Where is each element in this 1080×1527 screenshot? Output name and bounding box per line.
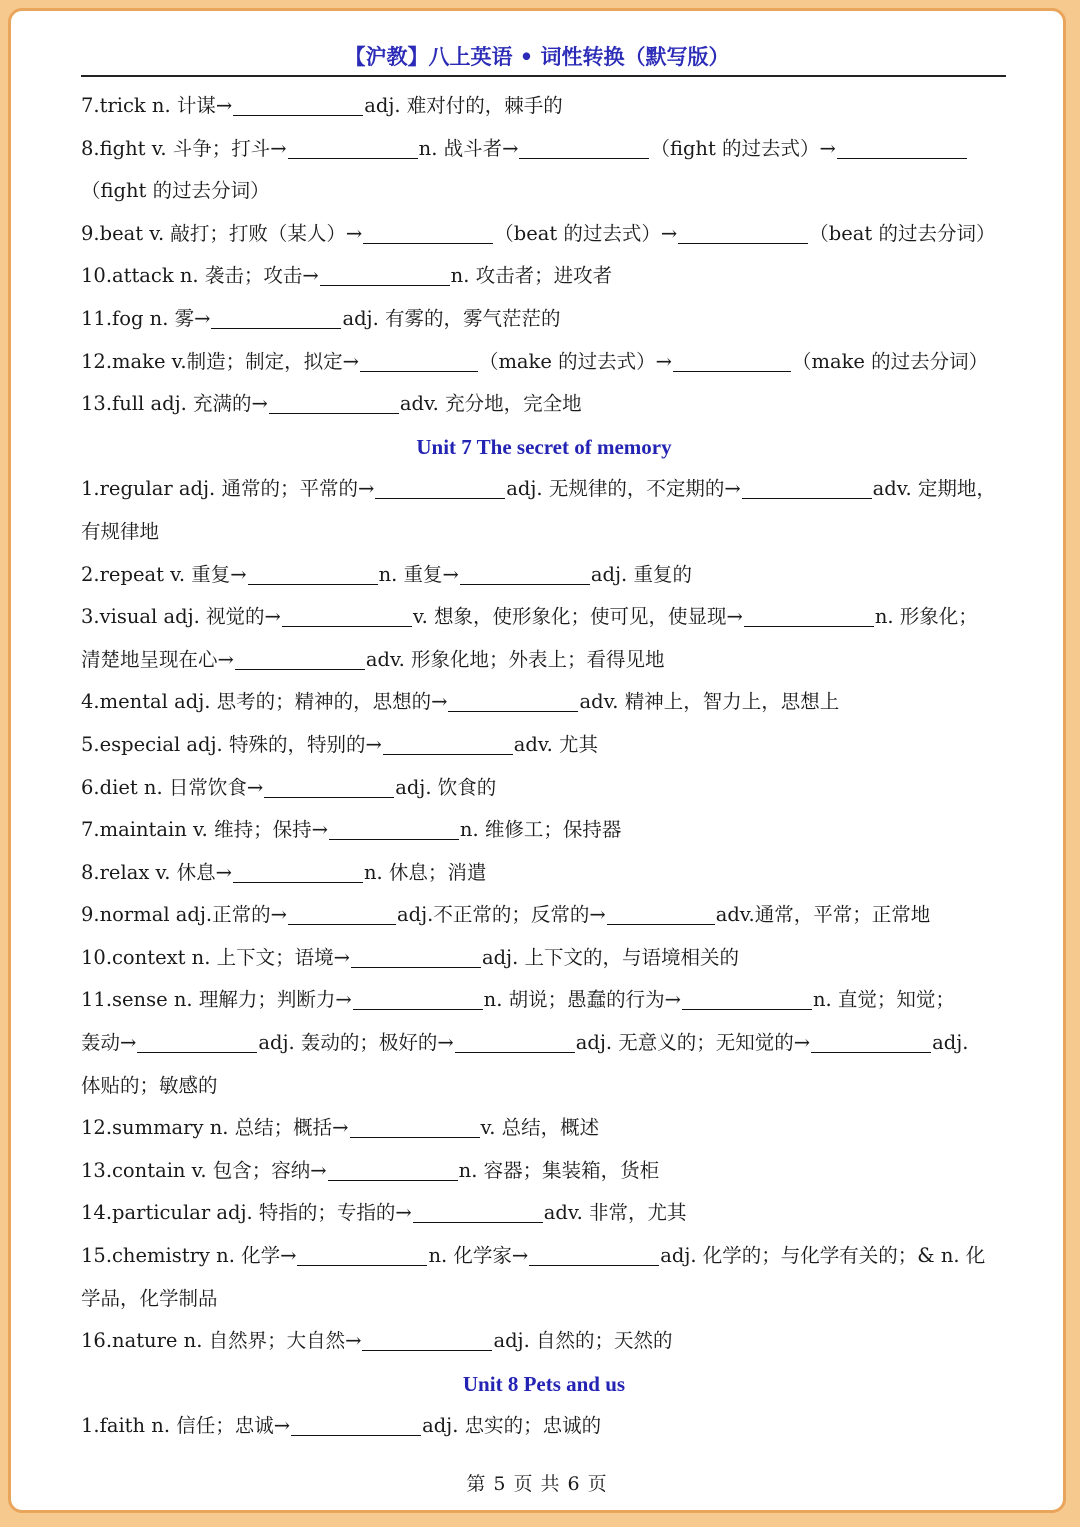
answer-blank[interactable] xyxy=(320,263,450,286)
exercise-line xyxy=(81,852,1007,895)
answer-blank[interactable] xyxy=(460,562,590,585)
answer-blank[interactable] xyxy=(328,1158,458,1181)
prompt-text: 2.repeat v. 重复→ xyxy=(81,562,247,586)
answer-blank[interactable] xyxy=(233,860,363,883)
prompt-text: n. 战斗者→ xyxy=(418,136,519,160)
prompt-text: n. 胡说；愚蠢的行为→ xyxy=(483,988,681,1012)
exercise-list xyxy=(81,85,1007,1448)
prompt-text: 7.maintain v. 维持；保持→ xyxy=(81,818,328,842)
prompt-text: n. 重复→ xyxy=(378,562,459,586)
unit-7-heading: Unit 7 The secret of memory xyxy=(416,434,672,459)
prompt-text: adj. 重复的 xyxy=(590,562,692,586)
exercise-line xyxy=(81,1022,1007,1065)
answer-blank[interactable] xyxy=(811,1030,931,1053)
page-number-footer: 第 5 页 共 6 页 xyxy=(466,1473,608,1495)
prompt-text: （make 的过去式）→ xyxy=(478,349,672,373)
prompt-text: （beat 的过去分词） xyxy=(809,221,996,245)
answer-blank[interactable] xyxy=(607,902,715,925)
exercise-line xyxy=(81,1320,1007,1363)
prompt-text: adj. 忠实的；忠诚的 xyxy=(422,1414,602,1438)
prompt-text: 3.visual adj. 视觉的→ xyxy=(81,605,281,629)
prompt-text: n. 形象化； xyxy=(874,605,978,629)
answer-blank[interactable] xyxy=(288,136,418,159)
answer-blank[interactable] xyxy=(837,136,967,159)
prompt-text: 7.trick n. 计谋→ xyxy=(81,94,233,117)
prompt-text: 13.contain v. 包含；容纳→ xyxy=(81,1158,327,1182)
prompt-text: 学品，化学制品 xyxy=(81,1286,218,1310)
prompt-text: 10.attack n. 袭击；攻击→ xyxy=(81,264,319,288)
prompt-text: 13.full adj. 充满的→ xyxy=(81,392,268,416)
exercise-line xyxy=(81,1150,1007,1193)
answer-blank[interactable] xyxy=(363,221,493,244)
prompt-text: adj. 无规律的，不定期的→ xyxy=(506,477,741,501)
answer-blank[interactable] xyxy=(383,732,513,755)
exercise-line xyxy=(81,383,1007,426)
exercise-line xyxy=(81,1065,1007,1108)
answer-blank[interactable] xyxy=(248,562,378,585)
exercise-line xyxy=(81,213,1007,256)
exercise-line xyxy=(81,681,1007,724)
answer-blank[interactable] xyxy=(362,1328,492,1351)
exercise-line xyxy=(81,937,1007,980)
answer-blank[interactable] xyxy=(288,902,396,925)
prompt-text: （make 的过去分词） xyxy=(791,349,989,373)
answer-blank[interactable] xyxy=(678,221,808,244)
prompt-text: 1.faith n. 信任；忠诚→ xyxy=(81,1414,291,1438)
prompt-text: 清楚地呈现在心→ xyxy=(81,647,234,671)
prompt-text: v. 总结，概述 xyxy=(480,1116,600,1140)
header-divider xyxy=(81,75,1006,77)
exercise-line xyxy=(81,639,1007,682)
prompt-text: 12.make v.制造；制定，拟定→ xyxy=(81,349,359,373)
prompt-text: adj. 有雾的，雾气茫茫的 xyxy=(342,306,561,330)
prompt-text: adj. 自然的；天然的 xyxy=(493,1329,673,1353)
prompt-text: 1.regular adj. 通常的；平常的→ xyxy=(81,477,375,501)
answer-blank[interactable] xyxy=(519,136,649,159)
prompt-text: adj. 无意义的；无知觉的→ xyxy=(575,1031,811,1055)
prompt-text: adv. 尤其 xyxy=(513,732,599,756)
exercise-line xyxy=(81,979,1007,1022)
exercise-line xyxy=(81,724,1007,767)
answer-blank[interactable] xyxy=(375,476,505,499)
answer-blank[interactable] xyxy=(351,945,481,968)
exercise-line xyxy=(81,298,1007,341)
answer-blank[interactable] xyxy=(297,1243,427,1266)
prompt-text: 12.summary n. 总结；概括→ xyxy=(81,1116,349,1140)
prompt-text: 9.normal adj.正常的→ xyxy=(81,903,287,927)
prompt-text: 14.particular adj. 特指的；专指的→ xyxy=(81,1201,412,1225)
prompt-text: （fight 的过去式）→ xyxy=(650,136,836,160)
answer-blank[interactable] xyxy=(269,391,399,414)
answer-blank[interactable] xyxy=(455,1030,575,1053)
exercise-line xyxy=(81,809,1007,852)
answer-blank[interactable] xyxy=(235,647,365,670)
prompt-text: 10.context n. 上下文；语境→ xyxy=(81,945,350,969)
exercise-line xyxy=(81,894,1007,937)
prompt-text: adj. 饮食的 xyxy=(395,775,497,799)
prompt-text: 9.beat v. 敲打；打败（某人）→ xyxy=(81,221,363,245)
exercise-line xyxy=(81,1278,1007,1321)
answer-blank[interactable] xyxy=(673,349,791,372)
exercise-line xyxy=(81,128,1007,171)
exercise-line xyxy=(81,1192,1007,1235)
exercise-line xyxy=(81,1405,1007,1448)
answer-blank[interactable] xyxy=(264,775,394,798)
prompt-text: 11.fog n. 雾→ xyxy=(81,306,211,330)
exercise-line xyxy=(81,85,1007,128)
exercise-line xyxy=(81,255,1007,298)
answer-blank[interactable] xyxy=(137,1030,257,1053)
worksheet-page xyxy=(8,8,1066,1513)
exercise-line xyxy=(81,511,1007,554)
prompt-text: 6.diet n. 日常饮食→ xyxy=(81,775,264,799)
prompt-text: 16.nature n. 自然界；大自然→ xyxy=(81,1329,362,1353)
exercise-line xyxy=(81,1107,1007,1150)
prompt-text: n. 容器；集装箱，货柜 xyxy=(458,1158,660,1182)
exercise-line xyxy=(81,767,1007,810)
prompt-text: adj. 上下文的，与语境相关的 xyxy=(481,945,739,969)
answer-blank[interactable] xyxy=(360,349,478,372)
answer-blank[interactable] xyxy=(529,1243,659,1266)
answer-blank[interactable] xyxy=(291,1413,421,1436)
answer-blank[interactable] xyxy=(682,987,812,1010)
prompt-text: 8.fight v. 斗争；打斗→ xyxy=(81,136,287,160)
exercise-line xyxy=(81,468,1007,511)
exercise-line xyxy=(81,554,1007,597)
answer-blank[interactable] xyxy=(350,1115,480,1138)
prompt-text: adj.不正常的；反常的→ xyxy=(396,903,606,927)
prompt-text: （beat 的过去式）→ xyxy=(494,221,678,245)
prompt-text: 体贴的；敏感的 xyxy=(81,1073,218,1097)
prompt-text: adv.通常，平常；正常地 xyxy=(715,903,931,927)
page-header-title: 【沪教】八上英语 • 词性转换（默写版） xyxy=(344,44,730,69)
prompt-text: （fight 的过去分词） xyxy=(81,179,270,203)
prompt-text: 5.especial adj. 特殊的，特别的→ xyxy=(81,732,382,756)
prompt-text: n. 直觉；知觉； xyxy=(812,988,955,1012)
prompt-text: v. 想象，使形象化；使可见，使显现→ xyxy=(412,605,743,629)
prompt-text: adv. 非常，尤其 xyxy=(543,1201,687,1225)
prompt-text: n. 化学家→ xyxy=(428,1244,529,1268)
prompt-text: 4.mental adj. 思考的；精神的，思想的→ xyxy=(81,690,448,714)
answer-blank[interactable] xyxy=(744,604,874,627)
prompt-text: adj. 难对付的，棘手的 xyxy=(364,94,563,117)
exercise-line xyxy=(81,170,1007,213)
prompt-text: adv. 充分地，完全地 xyxy=(399,392,582,416)
exercise-line xyxy=(81,341,1007,384)
prompt-text: adj. xyxy=(932,1031,969,1055)
prompt-text: n. 维修工；保持器 xyxy=(459,818,622,842)
answer-blank[interactable] xyxy=(448,689,578,712)
exercise-line xyxy=(81,1235,1007,1278)
prompt-text: 有规律地 xyxy=(81,519,160,543)
prompt-text: adj. 化学的；与化学有关的；& n. 化 xyxy=(660,1244,986,1268)
exercise-line xyxy=(81,596,1007,639)
answer-blank[interactable] xyxy=(353,987,483,1010)
answer-blank[interactable] xyxy=(742,476,872,499)
answer-blank[interactable] xyxy=(282,604,412,627)
prompt-text: 15.chemistry n. 化学→ xyxy=(81,1244,297,1268)
prompt-text: adv. 定期地， xyxy=(872,477,996,501)
prompt-text: n. 攻击者；进攻者 xyxy=(450,264,613,288)
prompt-text: 轰动→ xyxy=(81,1031,137,1055)
prompt-text: adv. 精神上，智力上，思想上 xyxy=(579,690,840,714)
prompt-text: adv. 形象化地；外表上；看得见地 xyxy=(365,647,665,671)
prompt-text: n. 休息；消遣 xyxy=(363,860,487,884)
prompt-text: adj. 轰动的；极好的→ xyxy=(258,1031,454,1055)
prompt-text: 11.sense n. 理解力；判断力→ xyxy=(81,988,352,1012)
answer-blank[interactable] xyxy=(413,1200,543,1223)
prompt-text: 8.relax v. 休息→ xyxy=(81,860,232,884)
answer-blank[interactable] xyxy=(329,817,459,840)
answer-blank[interactable] xyxy=(211,306,341,329)
unit-8-heading: Unit 8 Pets and us xyxy=(462,1371,626,1396)
answer-blank[interactable] xyxy=(233,93,363,116)
